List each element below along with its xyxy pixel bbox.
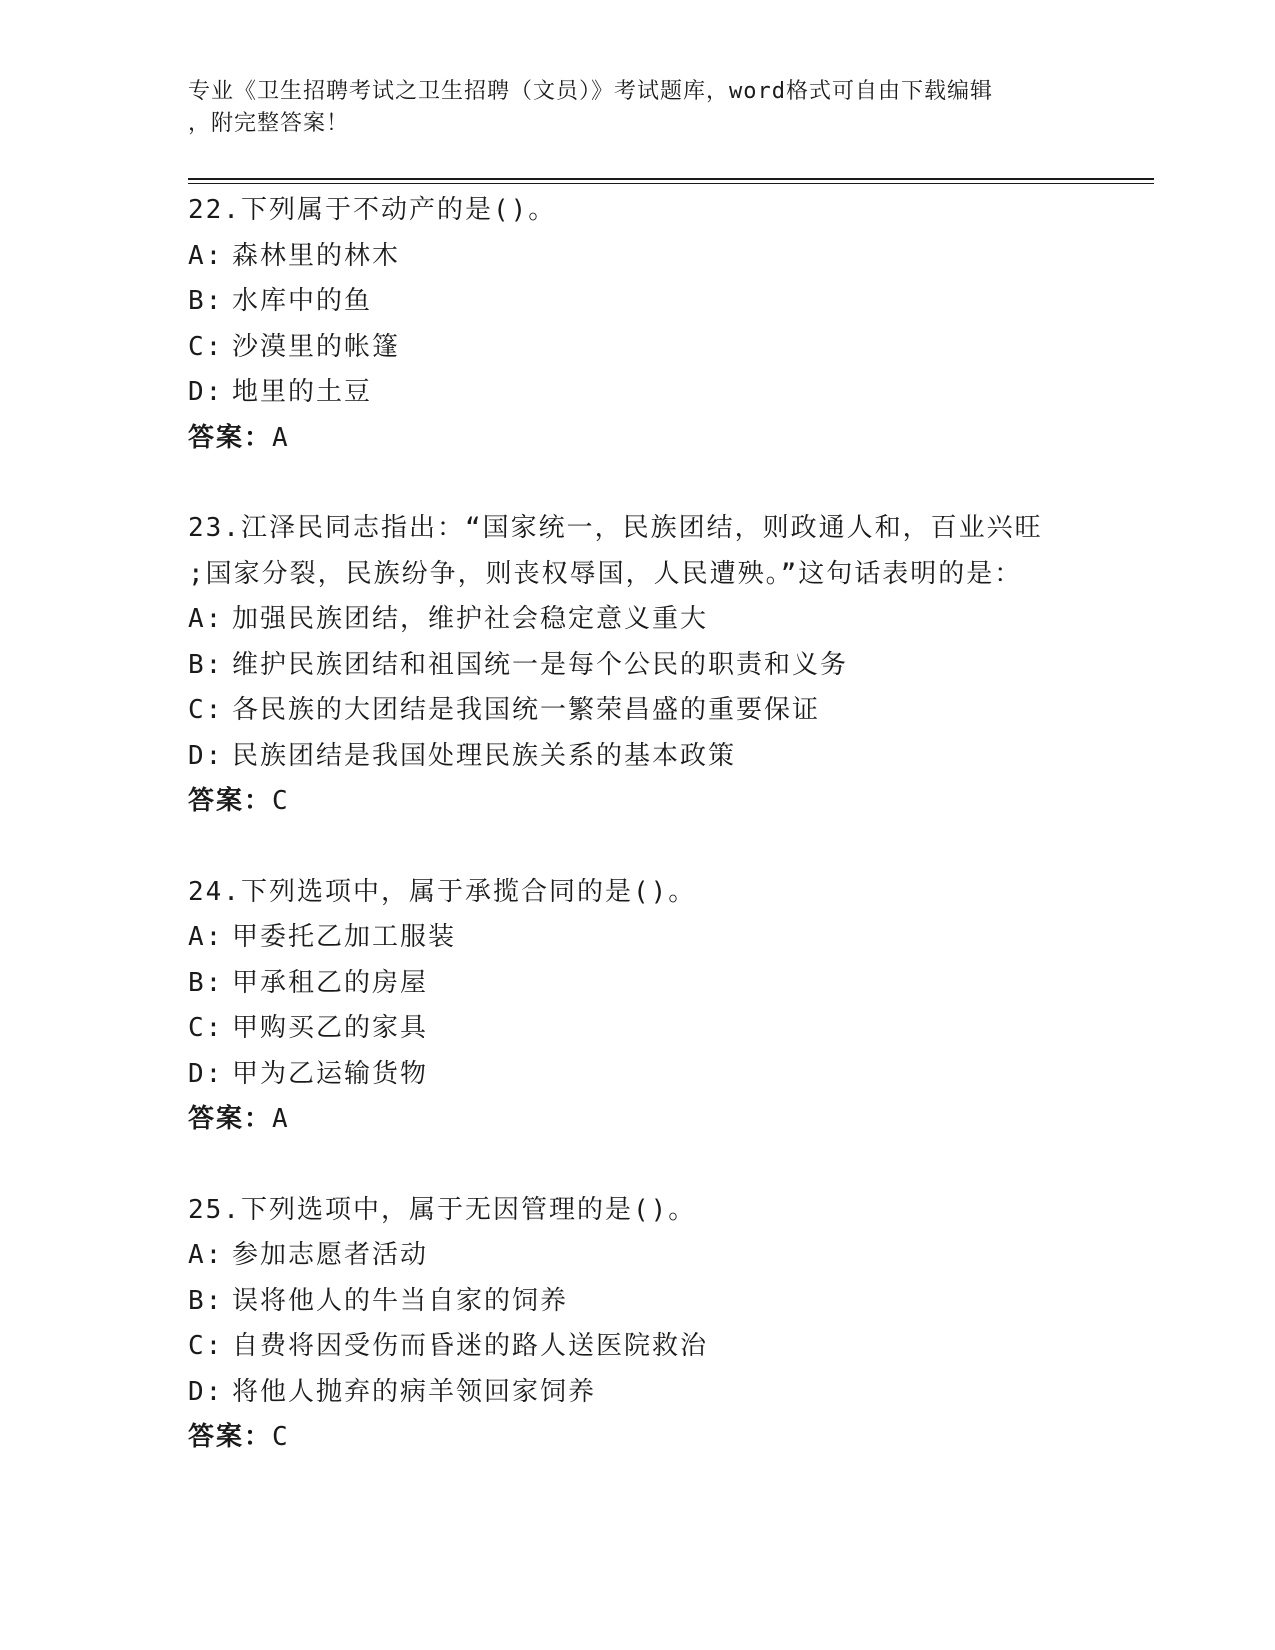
answer-value: A	[272, 1104, 288, 1134]
option-letter: D:	[188, 377, 224, 407]
option-text: 民族团结是我国处理民族关系的基本政策	[232, 740, 737, 771]
option-text: 参加志愿者活动	[232, 1240, 429, 1270]
option-d	[188, 734, 1138, 780]
answer-label: 答案：	[188, 786, 273, 816]
option-letter: C:	[188, 1013, 224, 1043]
answer-line	[188, 1097, 1138, 1143]
option-c	[188, 1324, 1138, 1370]
document-header	[188, 76, 1088, 140]
option-d	[188, 370, 1138, 416]
option-text: 误将他人的牛当自家的饲养	[232, 1285, 569, 1316]
option-b	[188, 643, 1138, 689]
option-letter: B:	[188, 967, 224, 998]
option-text: 甲委托乙加工服装	[232, 922, 457, 952]
option-letter: C:	[188, 1331, 224, 1361]
question-stem	[188, 188, 1138, 234]
option-letter: A:	[188, 922, 224, 952]
answer-label: 答案：	[188, 1104, 273, 1134]
answer-line	[188, 1415, 1138, 1461]
question-stem-line: 23.江泽民同志指出：“国家统一，民族团结，则政通人和，百业兴旺	[188, 513, 1043, 543]
answer-line	[188, 416, 1138, 462]
question-stem	[188, 870, 1138, 916]
option-letter: D:	[188, 1058, 224, 1089]
question-stem-line: 22.下列属于不动产的是()。	[188, 195, 557, 225]
question-stem-line: 24.下列选项中，属于承揽合同的是()。	[188, 876, 697, 907]
option-c	[188, 688, 1138, 734]
option-text: 自费将因受伤而昏迷的路人送医院救治	[232, 1331, 709, 1361]
question-stem-line: 25.下列选项中，属于无因管理的是()。	[188, 1194, 697, 1225]
option-text: 地里的土豆	[232, 377, 373, 407]
option-c	[188, 325, 1138, 371]
option-text: 森林里的林木	[232, 240, 401, 271]
option-letter: D:	[188, 1376, 224, 1407]
option-letter: A:	[188, 240, 224, 271]
answer-label: 答案：	[188, 1422, 273, 1452]
header-divider-thin	[188, 183, 1154, 184]
option-letter: C:	[188, 331, 224, 362]
option-c	[188, 1006, 1138, 1052]
option-a	[188, 597, 1138, 643]
header-line-1: 专业《卫生招聘考试之卫生招聘（文员）》考试题库，word格式可自由下载编辑	[188, 79, 993, 104]
option-text: 各民族的大团结是我国统一繁荣昌盛的重要保证	[232, 695, 821, 725]
option-b	[188, 279, 1138, 325]
option-text: 甲承租乙的房屋	[232, 967, 429, 998]
answer-label: 答案：	[188, 422, 273, 453]
option-text: 维护民族团结和祖国统一是每个公民的职责和义务	[232, 649, 849, 680]
option-letter: A:	[188, 604, 224, 634]
option-letter: B:	[188, 286, 224, 316]
option-letter: B:	[188, 1285, 224, 1316]
option-text: 加强民族团结，维护社会稳定意义重大	[232, 604, 709, 634]
option-b	[188, 961, 1138, 1007]
question-22	[188, 188, 1138, 461]
header-line-2: ，附完整答案！	[188, 111, 350, 136]
option-text: 甲购买乙的家具	[232, 1013, 429, 1043]
option-letter: A:	[188, 1240, 224, 1270]
answer-line	[188, 779, 1138, 825]
question-list	[188, 188, 1138, 1461]
option-text: 甲为乙运输货物	[232, 1058, 429, 1089]
question-24	[188, 870, 1138, 1143]
option-d	[188, 1370, 1138, 1416]
question-stem	[188, 506, 1138, 597]
answer-value: C	[272, 786, 288, 816]
question-stem	[188, 1188, 1138, 1234]
header-divider-thick	[188, 178, 1154, 180]
option-text: 水库中的鱼	[232, 286, 373, 316]
question-stem-line: ;国家分裂，民族纷争，则丧权辱国，人民遭殃。”这句话表明的是：	[188, 558, 1023, 589]
option-text: 沙漠里的帐篷	[232, 331, 401, 362]
option-a	[188, 1233, 1138, 1279]
option-text: 将他人抛弃的病羊领回家饲养	[232, 1376, 597, 1407]
option-letter: D:	[188, 740, 224, 771]
answer-value: C	[272, 1422, 288, 1452]
answer-value: A	[272, 422, 288, 453]
question-23	[188, 506, 1138, 825]
option-letter: B:	[188, 649, 224, 680]
option-b	[188, 1279, 1138, 1325]
option-a	[188, 915, 1138, 961]
option-d	[188, 1052, 1138, 1098]
option-a	[188, 234, 1138, 280]
question-25	[188, 1188, 1138, 1461]
option-letter: C:	[188, 695, 224, 725]
